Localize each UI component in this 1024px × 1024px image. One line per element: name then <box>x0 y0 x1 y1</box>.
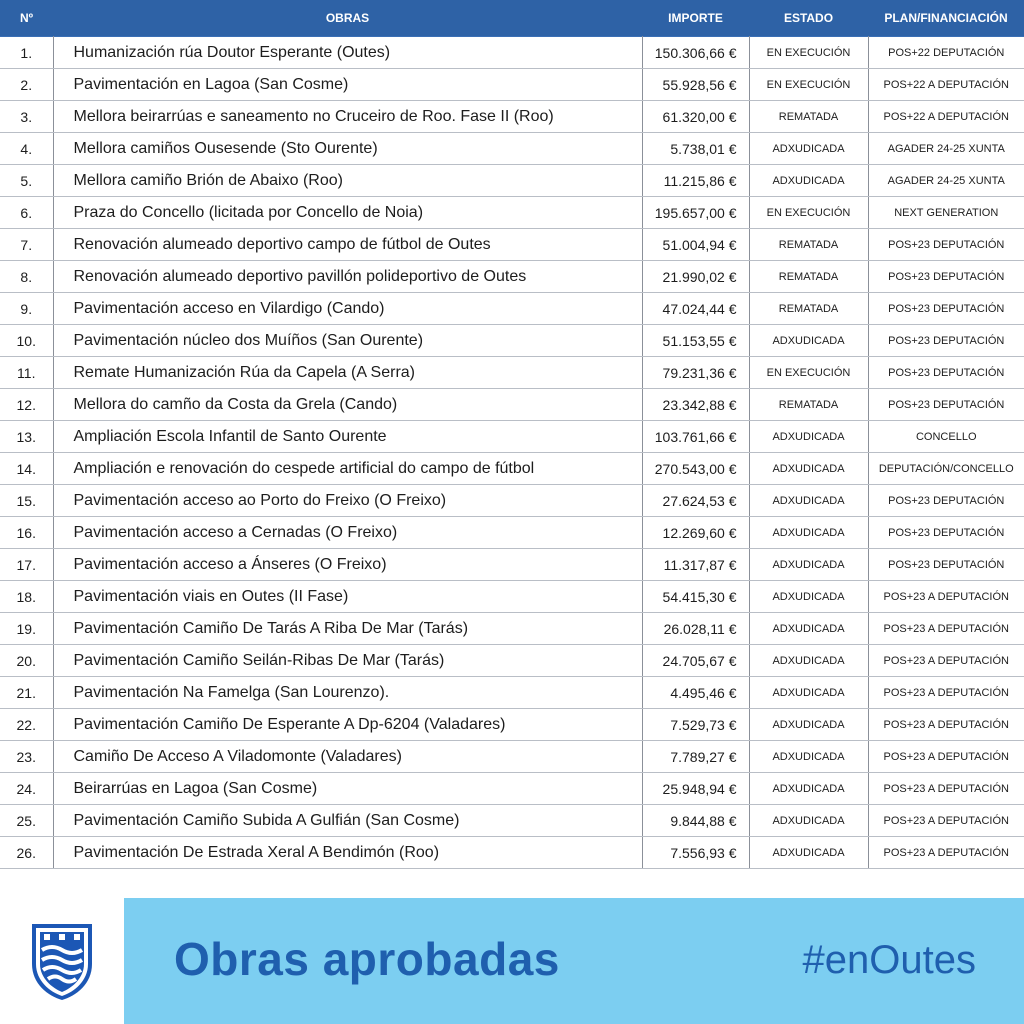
cell-importe: 4.495,46 € <box>642 677 749 709</box>
cell-importe: 61.320,00 € <box>642 101 749 133</box>
cell-plan: POS+23 DEPUTACIÓN <box>868 549 1024 581</box>
header-num: Nº <box>0 0 53 37</box>
cell-estado: ADXUDICADA <box>749 165 868 197</box>
cell-importe: 51.004,94 € <box>642 229 749 261</box>
table-row <box>0 325 1024 357</box>
cell-num: 2. <box>0 69 53 101</box>
cell-importe: 79.231,36 € <box>642 357 749 389</box>
table-row <box>0 485 1024 517</box>
cell-importe: 150.306,66 € <box>642 37 749 69</box>
cell-estado: ADXUDICADA <box>749 837 868 869</box>
table-row <box>0 773 1024 805</box>
cell-num: 20. <box>0 645 53 677</box>
cell-num: 4. <box>0 133 53 165</box>
cell-num: 21. <box>0 677 53 709</box>
cell-estado: ADXUDICADA <box>749 485 868 517</box>
cell-plan: CONCELLO <box>868 421 1024 453</box>
cell-num: 22. <box>0 709 53 741</box>
cell-estado: ADXUDICADA <box>749 517 868 549</box>
cell-num: 7. <box>0 229 53 261</box>
cell-estado: REMATADA <box>749 261 868 293</box>
table-row <box>0 37 1024 69</box>
cell-estado: ADXUDICADA <box>749 453 868 485</box>
cell-obra: Pavimentación en Lagoa (San Cosme) <box>53 69 642 101</box>
cell-obra: Pavimentación Camiño De Tarás A Riba De Mar (Tarás) <box>53 613 642 645</box>
cell-estado: ADXUDICADA <box>749 581 868 613</box>
cell-obra: Pavimentación acceso en Vilardigo (Cando) <box>53 293 642 325</box>
cell-num: 17. <box>0 549 53 581</box>
cell-obra: Pavimentación núcleo dos Muíños (San Ourente) <box>53 325 642 357</box>
table-row <box>0 293 1024 325</box>
cell-importe: 7.789,27 € <box>642 741 749 773</box>
table-row <box>0 389 1024 421</box>
cell-importe: 21.990,02 € <box>642 261 749 293</box>
cell-obra: Pavimentación acceso a Cernadas (O Freixo) <box>53 517 642 549</box>
table-row <box>0 837 1024 869</box>
cell-num: 6. <box>0 197 53 229</box>
cell-plan: POS+23 A DEPUTACIÓN <box>868 805 1024 837</box>
cell-obra: Pavimentación Camiño Subida A Gulfián (San Cosme) <box>53 805 642 837</box>
cell-obra: Praza do Concello (licitada por Concello de Noia) <box>53 197 642 229</box>
cell-num: 12. <box>0 389 53 421</box>
cell-estado: ADXUDICADA <box>749 133 868 165</box>
cell-num: 18. <box>0 581 53 613</box>
cell-obra: Pavimentación viais en Outes (II Fase) <box>53 581 642 613</box>
cell-plan: POS+22 A DEPUTACIÓN <box>868 101 1024 133</box>
table-row <box>0 549 1024 581</box>
table-row <box>0 261 1024 293</box>
cell-plan: NEXT GENERATION <box>868 197 1024 229</box>
table-row <box>0 133 1024 165</box>
cell-num: 5. <box>0 165 53 197</box>
cell-estado: ADXUDICADA <box>749 325 868 357</box>
cell-plan: POS+23 A DEPUTACIÓN <box>868 837 1024 869</box>
cell-importe: 195.657,00 € <box>642 197 749 229</box>
cell-importe: 7.556,93 € <box>642 837 749 869</box>
cell-num: 25. <box>0 805 53 837</box>
table-row <box>0 69 1024 101</box>
cell-obra: Pavimentación Camiño De Esperante A Dp-6204 (Valadares) <box>53 709 642 741</box>
cell-importe: 25.948,94 € <box>642 773 749 805</box>
header-plan: PLAN/FINANCIACIÓN <box>868 0 1024 37</box>
cell-estado: ADXUDICADA <box>749 645 868 677</box>
cell-obra: Pavimentación acceso a Ánseres (O Freixo) <box>53 549 642 581</box>
footer-hashtag: #enOutes <box>802 938 976 982</box>
cell-estado: ADXUDICADA <box>749 741 868 773</box>
cell-obra: Pavimentación Camiño Seilán-Ribas De Mar (Tarás) <box>53 645 642 677</box>
footer-banner <box>124 898 1024 1024</box>
cell-obra: Beirarrúas en Lagoa (San Cosme) <box>53 773 642 805</box>
cell-importe: 51.153,55 € <box>642 325 749 357</box>
cell-importe: 11.317,87 € <box>642 549 749 581</box>
cell-estado: EN EXECUCIÓN <box>749 357 868 389</box>
cell-estado: REMATADA <box>749 389 868 421</box>
cell-plan: AGADER 24-25 XUNTA <box>868 165 1024 197</box>
cell-plan: POS+22 A DEPUTACIÓN <box>868 69 1024 101</box>
cell-importe: 5.738,01 € <box>642 133 749 165</box>
cell-importe: 26.028,11 € <box>642 613 749 645</box>
cell-estado: EN EXECUCIÓN <box>749 37 868 69</box>
cell-obra: Mellora camiños Ousesende (Sto Ourente) <box>53 133 642 165</box>
cell-num: 16. <box>0 517 53 549</box>
table-row <box>0 453 1024 485</box>
cell-importe: 103.761,66 € <box>642 421 749 453</box>
cell-num: 26. <box>0 837 53 869</box>
cell-plan: POS+23 A DEPUTACIÓN <box>868 709 1024 741</box>
header-estado: ESTADO <box>749 0 868 37</box>
cell-num: 10. <box>0 325 53 357</box>
cell-plan: POS+23 A DEPUTACIÓN <box>868 581 1024 613</box>
footer-title: Obras aprobadas <box>174 933 560 985</box>
table-row <box>0 229 1024 261</box>
cell-plan: POS+23 A DEPUTACIÓN <box>868 773 1024 805</box>
cell-estado: ADXUDICADA <box>749 421 868 453</box>
table-row <box>0 421 1024 453</box>
table-row <box>0 517 1024 549</box>
table-row <box>0 197 1024 229</box>
table-row <box>0 677 1024 709</box>
coat-of-arms-shield-icon <box>28 920 96 1002</box>
cell-obra: Mellora beirarrúas e saneamento no Cruceiro de Roo. Fase II (Roo) <box>53 101 642 133</box>
cell-plan: POS+23 DEPUTACIÓN <box>868 293 1024 325</box>
cell-plan: DEPUTACIÓN/CONCELLO <box>868 453 1024 485</box>
cell-obra: Humanización rúa Doutor Esperante (Outes) <box>53 37 642 69</box>
cell-plan: POS+23 A DEPUTACIÓN <box>868 645 1024 677</box>
header-importe: IMPORTE <box>642 0 749 37</box>
header-obras: OBRAS <box>53 0 642 37</box>
cell-estado: ADXUDICADA <box>749 549 868 581</box>
cell-plan: POS+23 DEPUTACIÓN <box>868 325 1024 357</box>
cell-obra: Renovación alumeado deportivo campo de fútbol de Outes <box>53 229 642 261</box>
cell-obra: Pavimentación De Estrada Xeral A Bendimón (Roo) <box>53 837 642 869</box>
cell-estado: ADXUDICADA <box>749 805 868 837</box>
cell-obra: Pavimentación Na Famelga (San Lourenzo). <box>53 677 642 709</box>
cell-plan: POS+23 A DEPUTACIÓN <box>868 677 1024 709</box>
cell-num: 3. <box>0 101 53 133</box>
cell-estado: ADXUDICADA <box>749 613 868 645</box>
table-row <box>0 357 1024 389</box>
cell-plan: POS+23 A DEPUTACIÓN <box>868 741 1024 773</box>
table-header-row <box>0 0 1024 37</box>
cell-num: 23. <box>0 741 53 773</box>
table-row <box>0 101 1024 133</box>
cell-estado: ADXUDICADA <box>749 677 868 709</box>
cell-obra: Ampliación Escola Infantil de Santo Ourente <box>53 421 642 453</box>
cell-importe: 11.215,86 € <box>642 165 749 197</box>
cell-plan: POS+23 A DEPUTACIÓN <box>868 613 1024 645</box>
cell-obra: Ampliación e renovación do cespede artificial do campo de fútbol <box>53 453 642 485</box>
cell-importe: 7.529,73 € <box>642 709 749 741</box>
cell-estado: REMATADA <box>749 101 868 133</box>
cell-num: 24. <box>0 773 53 805</box>
table-row <box>0 709 1024 741</box>
cell-obra: Renovación alumeado deportivo pavillón polideportivo de Outes <box>53 261 642 293</box>
cell-obra: Camiño De Acceso A Viladomonte (Valadares) <box>53 741 642 773</box>
cell-obra: Pavimentación acceso ao Porto do Freixo (O Freixo) <box>53 485 642 517</box>
cell-estado: REMATADA <box>749 229 868 261</box>
cell-estado: ADXUDICADA <box>749 709 868 741</box>
cell-num: 1. <box>0 37 53 69</box>
cell-num: 13. <box>0 421 53 453</box>
cell-importe: 54.415,30 € <box>642 581 749 613</box>
cell-plan: AGADER 24-25 XUNTA <box>868 133 1024 165</box>
cell-plan: POS+23 DEPUTACIÓN <box>868 485 1024 517</box>
cell-plan: POS+23 DEPUTACIÓN <box>868 229 1024 261</box>
cell-plan: POS+23 DEPUTACIÓN <box>868 389 1024 421</box>
cell-num: 8. <box>0 261 53 293</box>
cell-num: 9. <box>0 293 53 325</box>
cell-plan: POS+23 DEPUTACIÓN <box>868 357 1024 389</box>
cell-num: 15. <box>0 485 53 517</box>
cell-obra: Remate Humanización Rúa da Capela (A Serra) <box>53 357 642 389</box>
table-row <box>0 613 1024 645</box>
cell-importe: 24.705,67 € <box>642 645 749 677</box>
cell-obra: Mellora camiño Brión de Abaixo (Roo) <box>53 165 642 197</box>
cell-plan: POS+22 DEPUTACIÓN <box>868 37 1024 69</box>
table-row <box>0 741 1024 773</box>
cell-estado: ADXUDICADA <box>749 773 868 805</box>
cell-importe: 55.928,56 € <box>642 69 749 101</box>
cell-importe: 23.342,88 € <box>642 389 749 421</box>
cell-plan: POS+23 DEPUTACIÓN <box>868 517 1024 549</box>
cell-importe: 12.269,60 € <box>642 517 749 549</box>
cell-estado: EN EXECUCIÓN <box>749 69 868 101</box>
cell-obra: Mellora do camño da Costa da Grela (Cando) <box>53 389 642 421</box>
cell-importe: 27.624,53 € <box>642 485 749 517</box>
cell-plan: POS+23 DEPUTACIÓN <box>868 261 1024 293</box>
cell-importe: 47.024,44 € <box>642 293 749 325</box>
cell-num: 14. <box>0 453 53 485</box>
table-row <box>0 581 1024 613</box>
cell-num: 11. <box>0 357 53 389</box>
table-row <box>0 165 1024 197</box>
cell-importe: 270.543,00 € <box>642 453 749 485</box>
cell-importe: 9.844,88 € <box>642 805 749 837</box>
table-row <box>0 805 1024 837</box>
cell-num: 19. <box>0 613 53 645</box>
table-row <box>0 645 1024 677</box>
cell-estado: REMATADA <box>749 293 868 325</box>
cell-estado: EN EXECUCIÓN <box>749 197 868 229</box>
